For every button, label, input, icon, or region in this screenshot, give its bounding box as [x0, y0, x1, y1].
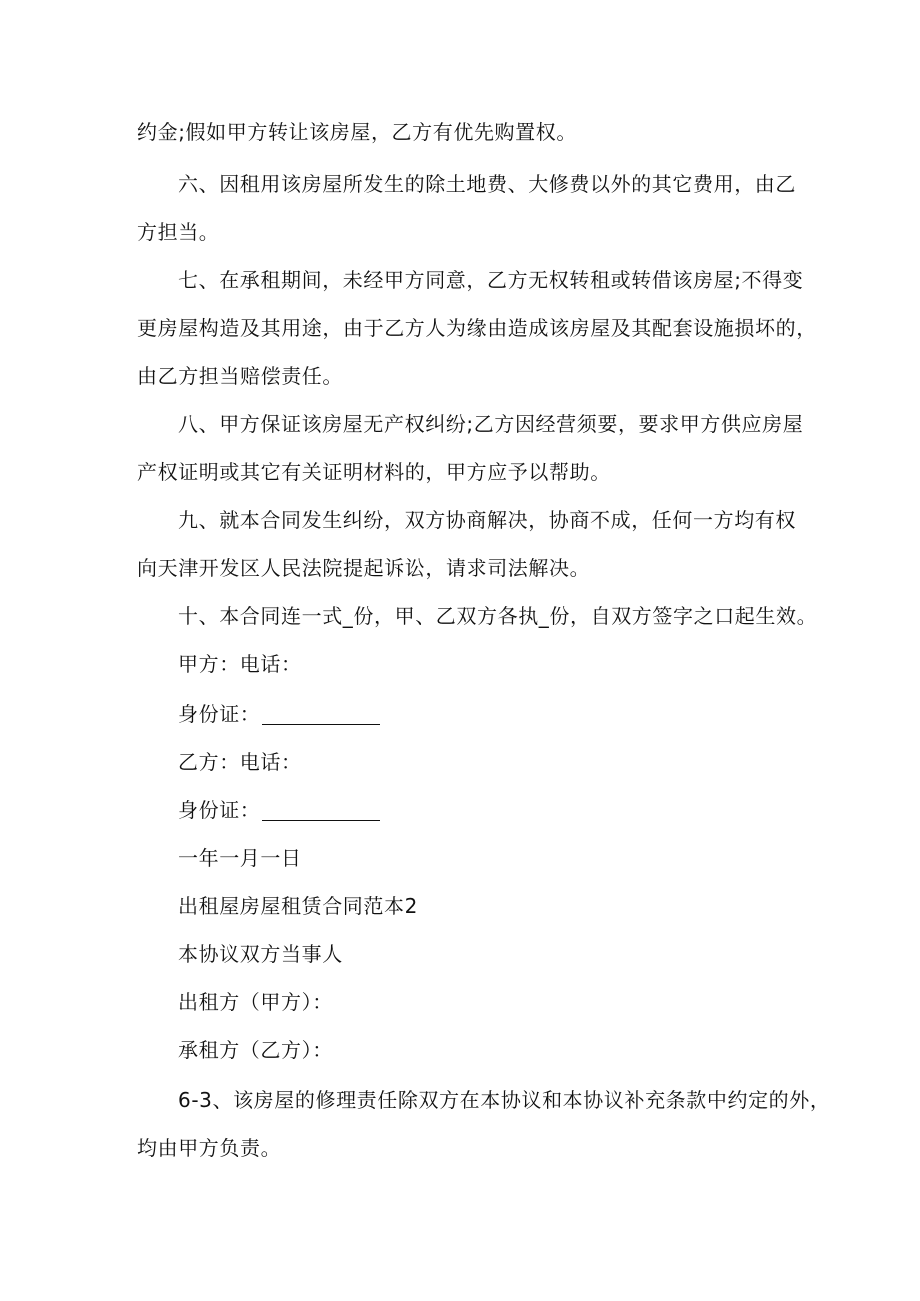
text-line: 方担当。 [137, 220, 220, 244]
text-line: 约金;假如甲方转让该房屋，乙方有优先购置权。 [137, 120, 577, 144]
text-line: 十、本合同连一式_份，甲、乙双方各执_份，自双方签字之口起生效。 [178, 604, 818, 628]
paragraph-clause-10 [137, 592, 818, 640]
text-line: 均由甲方负责。 [137, 1136, 282, 1160]
parties-intro [137, 930, 797, 978]
paragraph-clause-8 [137, 400, 804, 496]
text-line: 由乙方担当赔偿责任。 [137, 364, 343, 388]
party-b-id [137, 786, 797, 834]
text-line: 六、因租用该房屋所发生的除土地费、大修费以外的其它费用，由乙 [178, 172, 796, 196]
paragraph-clause-6-3 [137, 1076, 831, 1172]
text-line: 九、就本合同发生纠纷，双方协商解决，协商不成，任何一方均有权 [178, 508, 796, 532]
text-line [137, 786, 797, 834]
text-line: 本协议双方当事人 [178, 942, 343, 966]
text-line: 八、甲方保证该房屋无产权纠纷;乙方因经营须要，要求甲方供应房屋 [178, 412, 804, 436]
lessee-line [137, 1026, 797, 1074]
contract-2-title [137, 882, 797, 930]
text-line: 向天津开发区人民法院提起诉讼，请求司法解决。 [137, 556, 591, 580]
paragraph-clause-9 [137, 496, 797, 592]
text-line [137, 690, 797, 738]
party-a-phone [137, 640, 797, 688]
text-line: 更房屋构造及其用途，由于乙方人为缘由造成该房屋及其配套设施损坏的， [137, 316, 817, 340]
text-line: 产权证明或其它有关证明材料的，甲方应予以帮助。 [137, 460, 611, 484]
paragraph-clause-6 [137, 160, 797, 256]
id-label: 身份证： [178, 702, 261, 726]
text-line: 出租方（甲方）： [178, 990, 333, 1014]
lessor-line [137, 978, 797, 1026]
text-line: 乙方：电话： [178, 750, 302, 774]
text-line: 承租方（乙方）： [178, 1038, 333, 1062]
id-blank-line [262, 796, 380, 821]
signing-date [137, 834, 797, 882]
paragraph-clause-7 [137, 256, 817, 400]
party-b-phone [137, 738, 797, 786]
text-line: 6-3、该房屋的修理责任除双方在本协议和本协议补充条款中约定的外， [178, 1088, 831, 1112]
paragraph-deposit-preemption [137, 108, 797, 156]
party-a-id [137, 690, 797, 738]
text-line: 出租屋房屋租赁合同范本2 [178, 894, 418, 918]
id-label: 身份证： [178, 798, 261, 822]
text-line: 七、在承租期间，未经甲方同意，乙方无权转租或转借该房屋;不得变 [178, 268, 804, 292]
text-line: 甲方：电话： [178, 652, 302, 676]
text-line: 一年一月一日 [178, 846, 302, 870]
id-blank-line [262, 700, 380, 725]
